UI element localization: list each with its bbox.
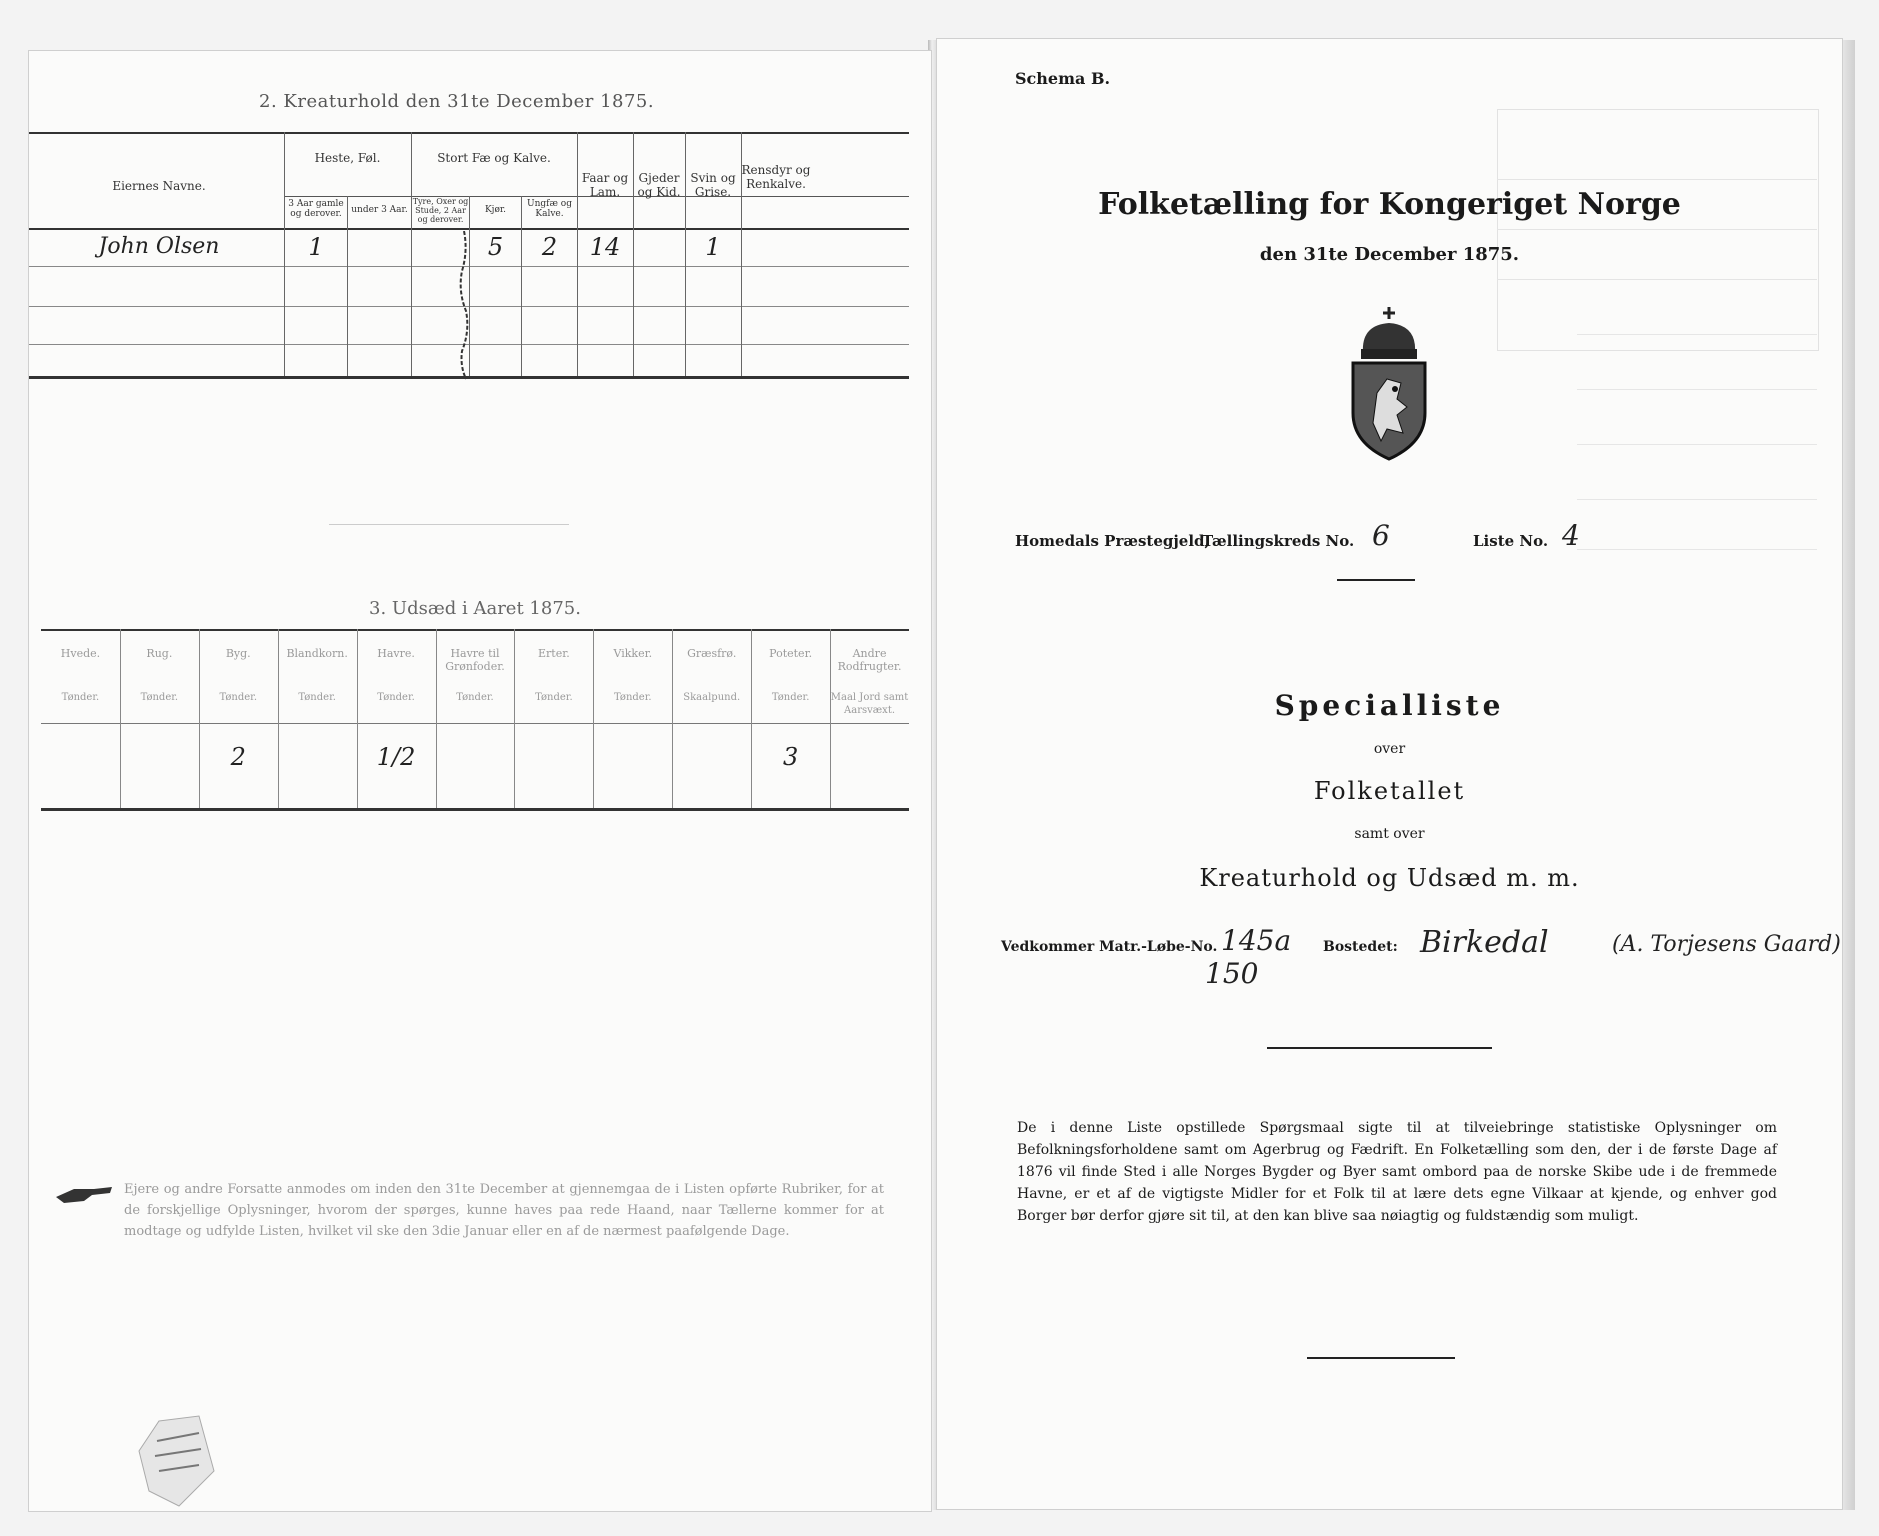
specialliste-heading: Specialliste bbox=[1274, 689, 1505, 722]
parish-label: Homedals Præstegjeld, bbox=[1015, 532, 1210, 550]
sheep-cell: 14 bbox=[589, 233, 621, 261]
header-cattle: Stort Fæ og Kalve. bbox=[437, 151, 551, 165]
samt-over-text: samt over bbox=[1354, 826, 1425, 842]
explanatory-notes: De i denne Liste opstillede Spørgsmaal sigte til at tilveiebringe statistiske Oplysninger om Befolkningsforholdene samt om Agerbrug og Fædrift. En Folketælling som den, der i de første Dage af 1876 vil finde Sted i alle Norges Bygder og Byer samt ombord paa de norske Skibe ude i de fremmede Havne, er et af de vigtigste Midler for et Folk til at lære dets egne Vilkaar at kjende, og enhver god Borger bør derfor gjøre sit til, at den kan blive saa nøiagtig og fuldstændig som muligt. bbox=[1017, 1120, 1777, 1224]
header-horses-3yr: 3 Aar gamle og derover. bbox=[288, 199, 344, 219]
seed-header-crop: Græsfrø. bbox=[687, 647, 737, 660]
pencil-stroke bbox=[454, 231, 474, 381]
district-number: 6 bbox=[1372, 519, 1390, 552]
header-cows: Kjør. bbox=[484, 205, 507, 215]
header-horses-under3: under 3 Aar. bbox=[351, 205, 408, 215]
document-date: den 31te December 1875. bbox=[1259, 244, 1520, 265]
left-page bbox=[28, 50, 932, 1512]
seed-header-unit: Tønder. bbox=[771, 692, 810, 703]
matr-number-1: 145a bbox=[1221, 924, 1292, 957]
coat-of-arms-icon bbox=[1337, 303, 1441, 463]
pointing-hand-icon bbox=[54, 1183, 114, 1205]
schema-label: Schema B. bbox=[1015, 69, 1111, 88]
seed-value-cell: 2 bbox=[230, 743, 246, 771]
seed-header-crop: Andre Rodfrugter. bbox=[837, 647, 902, 673]
seed-header-crop: Havre. bbox=[377, 647, 415, 660]
seed-header-unit: Tønder. bbox=[377, 692, 415, 703]
seed-header-crop: Blandkorn. bbox=[286, 647, 348, 660]
right-page bbox=[936, 38, 1843, 1510]
seed-header-crop: Poteter. bbox=[769, 647, 813, 660]
cows-cell: 5 bbox=[487, 233, 504, 261]
section-2-title: 2. Kreaturhold den 31te December 1875. bbox=[259, 91, 655, 112]
seed-header-crop: Hvede. bbox=[60, 647, 101, 660]
district-label: Tællingskreds No. bbox=[1202, 532, 1355, 550]
seed-header-unit: Tønder. bbox=[456, 692, 494, 703]
residence-value: Birkedal bbox=[1420, 925, 1549, 960]
header-owner-name: Eiernes Navne. bbox=[112, 179, 206, 193]
seed-header-unit: Tønder. bbox=[298, 692, 336, 703]
pigs-cell: 1 bbox=[705, 233, 721, 261]
torn-paper-tag bbox=[129, 1411, 219, 1511]
residence-note: (A. Torjesens Gaard) bbox=[1612, 932, 1841, 957]
owner-name-cell: John Olsen bbox=[98, 234, 220, 259]
horses-3yr-cell: 1 bbox=[308, 233, 324, 261]
over-text-1: over bbox=[1373, 741, 1406, 757]
header-goats: Gjeder og Kid. bbox=[637, 171, 681, 199]
seed-header-unit: Tønder. bbox=[535, 692, 573, 703]
page-edge bbox=[1841, 40, 1855, 1510]
kreaturhold-heading: Kreaturhold og Udsæd m. m. bbox=[1199, 864, 1580, 892]
seed-header-crop: Vikker. bbox=[613, 647, 653, 660]
header-young-cattle: Ungfæ og Kalve. bbox=[527, 199, 572, 219]
matr-number-2: 150 bbox=[1205, 957, 1259, 990]
seed-header-unit: Tønder. bbox=[140, 692, 179, 703]
seed-header-unit: Skaalpund. bbox=[683, 692, 741, 703]
document-title: Folketælling for Kongeriget Norge bbox=[1098, 187, 1681, 222]
seed-value-cell: 1/2 bbox=[376, 743, 416, 771]
seed-header-crop: Erter. bbox=[538, 647, 570, 660]
instructions-footnote: Ejere og andre Forsatte anmodes om inden den 31te December at gjennemgaa de i Listen opførte Rubriker, for at de forskjellige Oplysninger, hvorom der spørges, kunne haves paa rede Haand, naar Tællerne kommer for at modtage og udfylde Listen, hvilket vil ske den 3die Januar eller en af de nærmest paafølgende Dage. bbox=[124, 1182, 884, 1239]
seed-value-cell: 3 bbox=[782, 743, 799, 771]
seed-header-crop: Rug. bbox=[146, 647, 173, 660]
residence-label: Bostedet: bbox=[1323, 939, 1398, 955]
header-sheep: Faar og Lam. bbox=[581, 171, 629, 199]
section-3-title: 3. Udsæd i Aaret 1875. bbox=[369, 598, 581, 619]
matr-label: Vedkommer Matr.-Løbe-No. bbox=[1001, 939, 1218, 955]
seed-header-crop: Byg. bbox=[225, 647, 251, 660]
header-pigs: Svin og Grise. bbox=[690, 171, 736, 199]
header-bulls: Tyre, Oxer og Stude, 2 Aar og derover. bbox=[412, 197, 469, 224]
young-cattle-cell: 2 bbox=[541, 233, 558, 261]
seed-header-unit: Tønder. bbox=[61, 692, 100, 703]
seed-header-unit: Tønder. bbox=[219, 692, 258, 703]
folketallet-heading: Folketallet bbox=[1313, 777, 1466, 805]
list-number: 4 bbox=[1562, 519, 1580, 552]
seed-header-crop: Havre til Grønfoder. bbox=[445, 647, 505, 673]
seed-header-unit: Tønder. bbox=[614, 692, 652, 703]
header-reindeer: Rensdyr og Renkalve. bbox=[741, 163, 811, 191]
list-label: Liste No. bbox=[1473, 532, 1549, 550]
seed-header-unit: Maal Jord samt Aarsvæxt. bbox=[830, 692, 909, 716]
bleed-through-table bbox=[1497, 109, 1819, 351]
header-horses: Heste, Føl. bbox=[314, 151, 381, 165]
